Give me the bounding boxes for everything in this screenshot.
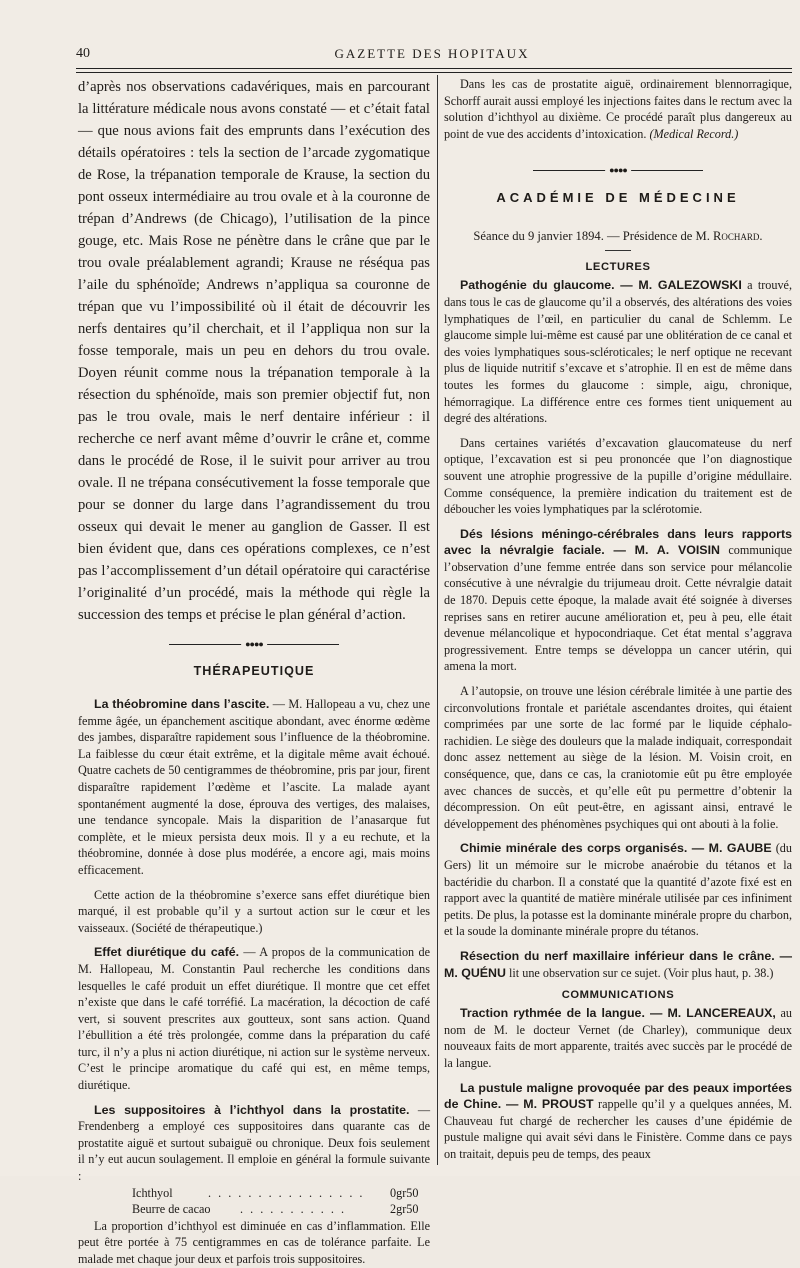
reading-glaucome	[444, 277, 792, 426]
left-column	[78, 76, 431, 1266]
article-theobromine	[78, 696, 430, 879]
session-line	[444, 229, 792, 244]
reading-heading: Résection du nerf maxillaire inférieur dans le crâne. — M. QUÉNU	[444, 948, 792, 980]
session-date: Séance du 9 janvier 1894. — Présidence de M.	[473, 229, 710, 244]
article-cafe	[78, 944, 430, 1093]
communication-pustule	[444, 1080, 792, 1163]
continued-ichthyol-text	[444, 76, 792, 142]
communication-body: rappelle qu’il y a quelques années, M. Chauveau fut chargé de rechercher les causes d’une épidémie de pustule maligne qui avait sévi dans le Finistère. Comme dans ce pays on traitait, depuis peu de temps, des peaux	[444, 1097, 792, 1161]
reading-body: lit une observation sur ce sujet. (Voir plus haut, p. 38.)	[505, 965, 774, 980]
article-body: — M. Hallopeau a vu, chez une femme âgée, un épanchement ascitique abondant, avec énorme œdème des jambes, disparaître rapidement sous l’influence de la théobromine. La faiblesse du cœur était extrême, et la digitale même avait échoué. Quatre cachets de 50 centigrammes de théobromine, pris par jour, firent disparaître rapidement l’œdème et l’ascite. La malade ayant spontanément augmenté la dose, éprouva des vertiges, des malaises, une tendance syncopale. Mais la disparition de l’anasarque fut complète, et le mieux persista deux mois. Il y a eu rechute, et la théobromine, donnée à dose plus modérée, a encore agi, mais moins efficacement.	[78, 697, 430, 877]
reading-heading: Pathogénie du glaucome. — M. GALEZOWSKI	[460, 278, 742, 293]
reading-body: communique l’observation d’une femme entrée dans son service pour mélancolie consécutive à une névralgie du trijumeau droit. Cette névralgie datait de 1870. Depuis cette époque, la malade avait été soignée à diverses reprises sans en retirer aucune amélioration et, peu à peu, elle était devenue mélancolique et hypocondriaque. Cet état mental s’aggrava progressivement. Entre temps se développa un cancer utérin, qui amena la mort.	[444, 543, 792, 674]
article-ichthyol-closing: La proportion d’ichthyol est diminuée en cas d’inflammation. Elle peut être portée à 75 centigrammes en cas de tolérance parfaite. Le malade met chaque jour deux et parfois trois suppositoires.	[78, 1218, 430, 1266]
ingredient-name: Beurre de cacao	[132, 1202, 211, 1217]
reading-heading: Chimie minérale des corps organisés. — M. GAUBE	[460, 841, 772, 856]
reading-lesions	[444, 526, 792, 675]
reading-body: Dans certaines variétés d’excavation glaucomateuse du nerf optique, l’excavation est si peu prononcée que l’on diagnostique souvent une atrophie progressive de la pupille d’origine médullaire. Comme conséquence, la première indication du traitement est de déboucher les voies lymphatiques par la sclérotomie.	[444, 435, 792, 517]
article-theobromine-continued	[78, 887, 430, 937]
prescription-formula	[78, 1185, 430, 1218]
leader-dots: . . . . . . . . . . .	[240, 1202, 346, 1217]
section-divider: ●●●●	[533, 164, 703, 178]
formula-row	[132, 1201, 430, 1218]
communication-heading: Traction rythmée de la langue. — M. LANCEREAUX,	[460, 1006, 776, 1021]
communication-body: au nom de M. le docteur Vernet (de Charley), communique deux nouveaux faits de mort apparente, traités avec succès par le procédé de la langue.	[444, 1006, 792, 1070]
article-heading: La théobromine dans l’ascite.	[94, 697, 270, 711]
article-body: — A propos de la communication de M. Hallopeau, M. Constantin Paul recherche les conditions dans lesquelles le café produit un effet diurétique. Il montre que cet effet n’existe que dans le café torréfié. La macération, la décoction de café vert, si souvent prescrites aux goutteux, sont sans action. Quand l’ébullition a été très prolongée, comme dans la préparation du café turc, il n’y a plus ni action diurétique, ni action sur le système nerveux. C’est le principe aromatique du café qui est, en même temps, diurétique.	[78, 945, 430, 1093]
article-body: Dans les cas de prostatite aiguë, ordinairement blennorragique, Schorff aurait aussi employé les injections faites dans le rectum avec la solution d’ichthyol au dixième. Ce procédé paraît plus dangereux au point de vue des accidents d’intoxication.	[444, 77, 792, 141]
reading-chimie	[444, 840, 792, 940]
leader-dots: . . . . . . . . . . . . . . . .	[208, 1185, 365, 1200]
article-ichthyol	[78, 1102, 430, 1185]
reading-resection	[444, 948, 792, 981]
running-head	[70, 46, 794, 66]
article-body: Cette action de la théobromine s’exerce sans effet diurétique bien marqué, il est probable qu’il y a surtout action sur le cœur et les vaisseaux. (Société de thérapeutique.)	[78, 887, 430, 935]
article-heading: Les suppositoires à l’ichthyol dans la prostatite.	[94, 1102, 410, 1117]
reading-body: A l’autopsie, on trouve une lésion cérébrale limitée à une partie des circonvolutions frontale et pariétale ascendantes droites, qui étaient comprimées par une sorte de lac formé par le liquide céphalo-rachidien. Le siège des douleurs que la malade indiquait, correspondait donc assez nettement au siège de la lésion. M. Voisin croit, en conséquence, que, dans ce cas, la craniotomie eût pu être employée avec chances de succès, et qu’elle eût pu permettre d’obtenir la décompression. On eût peut-être, en agissant ainsi, entravé le développement des phénomènes psychiques qui ont abouti à la folie.	[444, 684, 792, 831]
short-rule	[605, 250, 631, 251]
column-separator	[437, 75, 438, 1165]
journal-title: GAZETTE DES HOPITAUX	[334, 46, 530, 61]
source-citation: (Medical Record.)	[649, 126, 739, 141]
right-column	[444, 76, 792, 1171]
reading-autopsie	[444, 683, 792, 832]
reading-body: a trouvé, dans tous le cas de glaucome qu’il a observés, des altérations des voies lymphatiques de l’œil, en particulier du canal de Schlemm. Le glaucome simple lui-même est causé par une oblitération de ce canal et des voies lymphatiques sous-scléroticales; le nerf optique ne recevant plus de liquide nutritif s’excave et s’atrophie. Il en est de même dans toutes les formes du glaucome : simple, aigu, chronique, hémorragique. La différence entre ces formes tient uniquement au degré des altérations.	[444, 278, 793, 426]
reading-body: (du Gers) lit un mémoire sur le microbe anaérobie du tétanos et la bactéridie du charbon. Il a constaté que la quantité d’azote fixé est en rapport avec la quantité de matière minérale utilisée par ces infiniment petits. De plus, la potasse est la dominante minérale propre du charbon, et la soude la dominante minérale propre du tétanos.	[444, 841, 792, 939]
section-divider: ●●●●	[169, 638, 339, 652]
page-number: 40	[76, 46, 90, 61]
session-president: Rochard.	[713, 229, 763, 244]
ingredient-dose: 2gr50	[390, 1202, 419, 1217]
reading-heading: Dés lésions méningo-cérébrales dans leurs rapports avec la névralgie faciale. — M. A. VOISIN	[444, 526, 792, 558]
subhead-communications: COMMUNICATIONS	[561, 989, 675, 1002]
article-heading: Effet diurétique du café.	[94, 945, 240, 960]
ingredient-name: Ichthyol	[132, 1185, 173, 1200]
reading-glaucome-continued	[444, 435, 792, 518]
ingredient-dose: 0gr50	[390, 1185, 419, 1200]
subhead-lectures: LECTURES	[585, 261, 651, 274]
section-title-therapeutique: THÉRAPEUTIQUE	[193, 664, 315, 678]
header-double-rule	[76, 68, 792, 73]
communication-heading: La pustule maligne provoquée par des peaux importées de Chine. — M. PROUST	[444, 1080, 792, 1112]
article-body: — Frendenberg a employé ces suppositoires dans quarante cas de prostatite aiguë et surtout subaiguë ou chronique. Deux fois seulement il n’y eut aucun soulagement. Il emploie en général la formule suivante :	[78, 1102, 431, 1184]
formula-row	[132, 1185, 430, 1202]
communication-langue	[444, 1005, 792, 1071]
section-title-academie: ACADÉMIE DE MÉDECINE	[496, 190, 740, 206]
continued-article-text: d’après nos observations cadavériques, mais en parcourant la littérature médicale nous avons constaté — et c’était fatal — que nous avions fait des emprunts dans l’exécution des détails opératoires : tels la section de l’arcade zygomatique de Rose, la trépanation temporale de Krause, la section du pont osseux intermédiaire au trou ovale et à la couronne de trépan d’Andrews (de Chicago), l’utilisation de la pince gouge, etc. Mais Rose ne pénètre dans le crâne que par le trou ovale préalablement agrandi; Krause ne réséqua pas l’aile du sphénoïde; Andrews n’appliqua sa couronne de trépan que vu l’impossibilité où il était de découvrir les nerfs dentaires qu’il cherchait, et il l’appliqua non sur la fosse temporale, mais un peu en dehors du trou ovale. Doyen réunit comme nous la trépanation temporale à la résection du sphénoïde, mais son premier objectif fut, non pas le trou ovale, mais le nerf dentaire inférieur : il recherche ce nerf avant même d’ouvrir le crâne et, comme dans le procédé de Rose, il le suivit pour arriver au trou ovale. Il ne trépana consécutivement la fosse temporale que pour se donner du large dans l’agrandissement du trou osseux qui devait le mener au ganglion de Gasser. Il est bien évident que, dans ces opérations complexes, ce n’est pas l’accomplissement d’un détail opératoire qui caractérise l’originalité d’un procédé, mais la méthode qui règle la succession des temps et précise le plan général d’action.	[78, 79, 430, 623]
